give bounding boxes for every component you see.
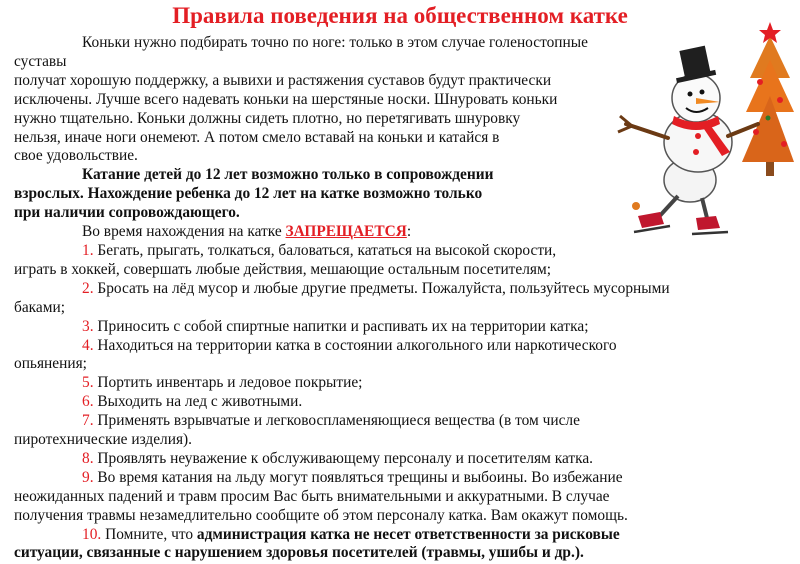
rule-text: Портить инвентарь и ледовое покрытие; [93,374,363,392]
intro-line: Коньки нужно подбирать точно по ноге: только в этом случае голеностопные суставы [14,34,588,70]
rule-number: 8. [82,449,94,467]
rule-text: Находиться на территории катка в состоянии алкогольного или наркотического [93,336,617,354]
rule-item-3 [14,318,784,337]
rule-text: Бросать на лёд мусор и любые другие предметы. Пожалуйста, пользуйтесь мусорными [93,279,670,297]
rule-number: 2. [82,279,94,297]
rule-text: Приносить с собой спиртные напитки и распивать их на территории катка; [93,317,589,335]
rule-text: Бегать, прыгать, толкаться, баловаться, кататься на высокой скорости, [93,241,557,259]
rule-text: Выходить на лед с животными. [93,393,303,411]
rule-item-10 [14,526,784,564]
rule-text: получения травмы незамедлительно сообщите об этом персоналу катка. Вам окажут помощь. [14,506,628,524]
prohibited-word: ЗАПРЕЩАЕТСЯ [285,223,407,241]
rule-number: 4. [82,336,94,354]
skating-snowman-icon [598,20,794,238]
rule-text: Проявлять неуважение к обслуживающему персоналу и посетителям катка. [93,449,594,467]
rule-item-2 [14,280,784,318]
children-rule-line: при наличии сопровождающего [14,204,236,222]
rule-text: баками; [14,298,65,316]
rule-text: пиротехнические изделия). [14,431,193,449]
intro-line: исключены. Лучше всего надевать коньки на шерстяные носки. Шнуровать коньки [14,90,558,108]
rule-number: 3. [82,317,94,335]
rule-number: 10. [82,525,102,543]
rule-text: Во время катания на льду могут появляться трещины и выбоины. Во избежание [93,468,623,486]
rule-text: неожиданных падений и травм просим Вас быть внимательными и аккуратными. В случае [14,487,610,505]
page-title: Правила поведения на общественном катке [172,3,628,28]
rule-number: 1. [82,241,94,259]
rule-text: Применять взрывчатые и легковоспламеняющиеся вещества (в том числе [93,412,580,430]
rule-item-8 [14,450,784,469]
rule-item-1 [14,242,604,280]
children-rule-line: Катание детей до 12 лет возможно только в сопровождении [82,166,494,184]
prohibited-heading [14,223,604,242]
intro-line: свое удовольствие. [14,147,138,165]
children-rule [14,166,604,223]
rule-item-5 [14,374,784,393]
christmas-tree-icon [742,22,794,176]
rule-number: 5. [82,374,94,392]
rule-text: играть в хоккей, совершать любые действия, мешающие остальным посетителям; [14,260,552,278]
rule-item-7 [14,412,784,450]
rule-text: Помните, что [101,525,197,543]
children-rule-line: взрослых. Нахождение ребенка до 12 лет на катке возможно только [14,185,483,203]
rule-text: опьянения; [14,355,87,373]
rule-number: 7. [82,412,94,430]
prohibited-suffix: : [406,223,412,241]
rule-text-bold: администрация катка не несет ответственности за рисковые [196,525,620,543]
intro-line: получат хорошую поддержку, а вывихи и растяжения суставов будут практически [14,71,552,89]
rule-number: 6. [82,393,94,411]
rule-item-4 [14,337,784,375]
rule-number: 9. [82,468,94,486]
prohibited-prefix: Во время нахождения на катке [82,223,286,241]
rule-item-6 [14,393,784,412]
intro-paragraph [14,34,604,166]
intro-line: нужно тщательно. Коньки должны сидеть плотно, но перетягивать шнуровку [14,109,521,127]
rule-item-9 [14,469,784,526]
children-rule-period: . [235,204,240,222]
rule-text-bold: ситуации, связанные с нарушением здоровья посетителей (травмы, ушибы и др.). [14,544,584,562]
intro-line: нельзя, иначе ноги онемеют. А потом смело вставай на коньки и катайся в [14,128,500,146]
